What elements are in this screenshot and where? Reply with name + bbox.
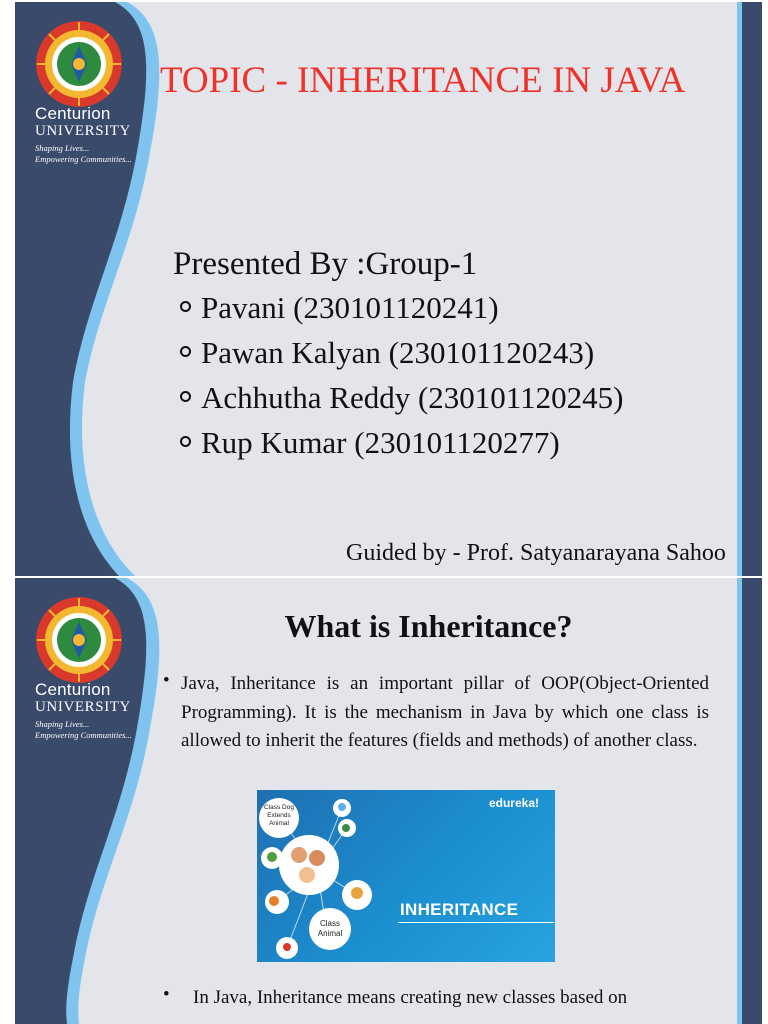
- brand-name: Centurion: [35, 104, 111, 123]
- brand-university: UNIVERSITY: [35, 699, 131, 715]
- class-animal-label: Class Animal: [317, 919, 343, 938]
- brand-name: Centurion: [35, 680, 111, 699]
- member-item: [180, 423, 623, 468]
- bullet-icon: •: [163, 670, 170, 691]
- member-label: Pavani (230101120241): [201, 290, 499, 325]
- class-animal-circle: [309, 908, 351, 950]
- member-item: [180, 333, 623, 378]
- member-label: Pawan Kalyan (230101120243): [201, 335, 595, 370]
- member-list: [180, 288, 623, 468]
- edureka-brand: edureka!: [488, 796, 539, 810]
- member-item: [180, 378, 623, 423]
- presented-by: Presented By :Group-1: [173, 246, 478, 282]
- member-item: [180, 288, 623, 333]
- inheritance-illustration: [257, 790, 555, 962]
- bullet-icon: •: [163, 984, 170, 1005]
- circle-bullet-icon: [180, 391, 191, 402]
- slide-1: [15, 2, 762, 576]
- circle-bullet-icon: [180, 436, 191, 447]
- brand-tagline-1: Shaping Lives...: [35, 719, 90, 729]
- guided-by: Guided by - Prof. Satyanarayana Sahoo: [346, 540, 726, 566]
- member-label: Achhutha Reddy (230101120245): [201, 380, 624, 415]
- circle-bullet-icon: [180, 301, 191, 312]
- paragraph-1: Java, Inheritance is an important pillar of OOP(Object-Oriented Programming). It is the mechanism in Java by which one class is allowed to inherit the features (fields and methods) of another class.: [181, 673, 709, 752]
- slide-title: TOPIC - INHERITANCE IN JAVA: [160, 60, 686, 101]
- class-dog-label: Class Dog Extends Animal: [264, 804, 294, 827]
- class-dog-circle: [259, 798, 299, 838]
- slide-title: What is Inheritance?: [284, 608, 573, 644]
- university-seal-icon: [35, 20, 123, 108]
- brand-tagline-1: Shaping Lives...: [35, 143, 90, 153]
- circle-bullet-icon: [180, 346, 191, 357]
- university-logo: [31, 20, 151, 170]
- inheritance-label: INHERITANCE: [400, 900, 519, 919]
- brand-tagline-2: Empowering Communities...: [35, 154, 132, 164]
- illustration-network-icon: [257, 790, 555, 962]
- label-underline: [398, 922, 554, 923]
- brand-university: UNIVERSITY: [35, 123, 131, 139]
- slide-2: [15, 578, 762, 1024]
- brand-tagline-2: Empowering Communities...: [35, 730, 132, 740]
- paragraph-2: In Java, Inheritance means creating new classes based on: [193, 987, 628, 1008]
- member-label: Rup Kumar (230101120277): [201, 425, 560, 460]
- right-navy-bar: [742, 2, 762, 576]
